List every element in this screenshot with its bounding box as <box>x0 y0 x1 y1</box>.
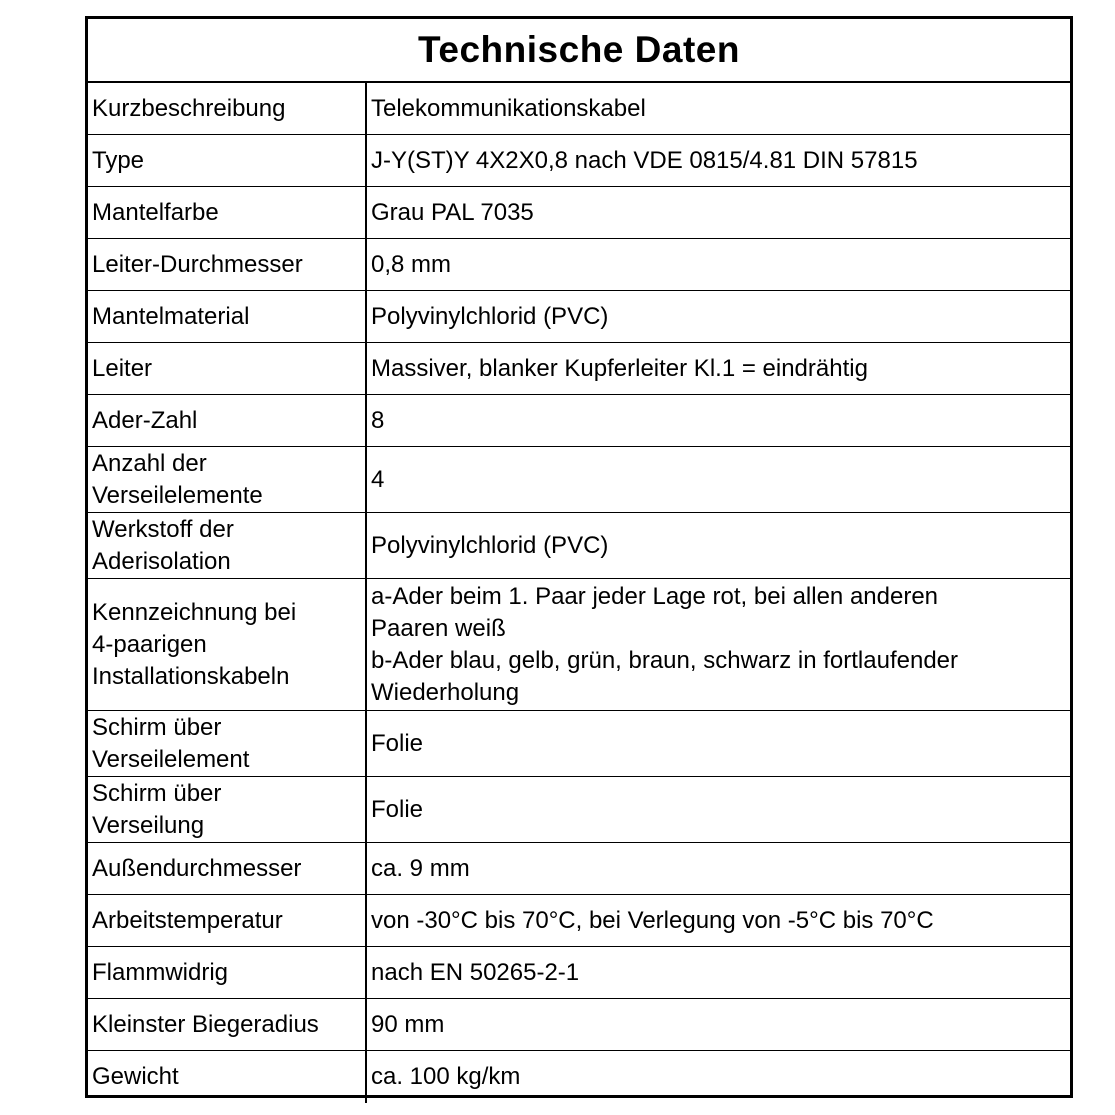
table-row <box>88 187 1070 239</box>
row-label: Arbeitstemperatur <box>88 895 367 946</box>
row-value: ca. 9 mm <box>371 854 470 882</box>
row-label: Kleinster Biegeradius <box>88 999 367 1050</box>
table-row <box>88 135 1070 187</box>
row-value: Telekommunikationskabel <box>371 94 646 122</box>
table-row <box>88 1051 1070 1103</box>
row-value: Massiver, blanker Kupferleiter Kl.1 = eindrähtig <box>371 354 868 382</box>
row-value: 4 <box>371 465 385 493</box>
row-value: a-Ader beim 1. Paar jeder Lage rot, bei allen anderen Paaren weiß b-Ader blau, gelb, grün, braun, schwarz in fortlaufender Wiederholung <box>371 582 959 706</box>
row-label: Werkstoff der Aderisolation <box>88 513 367 578</box>
table-row <box>88 291 1070 343</box>
row-label: Kurzbeschreibung <box>88 83 367 134</box>
row-label: Mantelfarbe <box>88 187 367 238</box>
row-value: Folie <box>371 729 424 757</box>
table-row <box>88 895 1070 947</box>
technical-data-table <box>85 16 1073 1098</box>
row-value: 8 <box>371 406 385 434</box>
table-title-row <box>88 19 1070 83</box>
row-value: Polyvinylchlorid (PVC) <box>371 531 609 559</box>
row-label: Flammwidrig <box>88 947 367 998</box>
table-row <box>88 395 1070 447</box>
table-title: Technische Daten <box>418 29 740 70</box>
row-label: Anzahl der Verseilelemente <box>88 447 367 512</box>
row-label: Schirm über Verseilelement <box>88 711 367 776</box>
row-value: Grau PAL 7035 <box>371 198 534 226</box>
row-label: Schirm über Verseilung <box>88 777 367 842</box>
table-row <box>88 239 1070 291</box>
table-row <box>88 947 1070 999</box>
table-row <box>88 777 1070 843</box>
row-value: J-Y(ST)Y 4X2X0,8 nach VDE 0815/4.81 DIN 57815 <box>371 146 918 174</box>
row-value: 90 mm <box>371 1010 445 1038</box>
row-value: 0,8 mm <box>371 250 452 278</box>
row-value: Folie <box>371 795 424 823</box>
table-row <box>88 999 1070 1051</box>
row-label: Leiter <box>88 343 367 394</box>
row-label: Type <box>88 135 367 186</box>
row-value: ca. 100 kg/km <box>371 1063 521 1090</box>
table-row <box>88 447 1070 513</box>
row-value: nach EN 50265-2-1 <box>371 958 580 986</box>
row-label: Mantelmaterial <box>88 291 367 342</box>
table-row <box>88 843 1070 895</box>
row-value: von -30°C bis 70°C, bei Verlegung von -5°C bis 70°C <box>371 906 934 934</box>
table-row <box>88 513 1070 579</box>
table-row <box>88 343 1070 395</box>
table-row <box>88 711 1070 777</box>
table-body <box>88 83 1070 1103</box>
row-value: Polyvinylchlorid (PVC) <box>371 302 609 330</box>
row-label: Außendurchmesser <box>88 843 367 894</box>
table-row <box>88 579 1070 711</box>
row-label: Ader-Zahl <box>88 395 367 446</box>
table-row <box>88 83 1070 135</box>
row-label: Gewicht <box>88 1051 367 1103</box>
row-label: Kennzeichnung bei 4-paarigen Installationskabeln <box>88 579 367 710</box>
row-label: Leiter-Durchmesser <box>88 239 367 290</box>
